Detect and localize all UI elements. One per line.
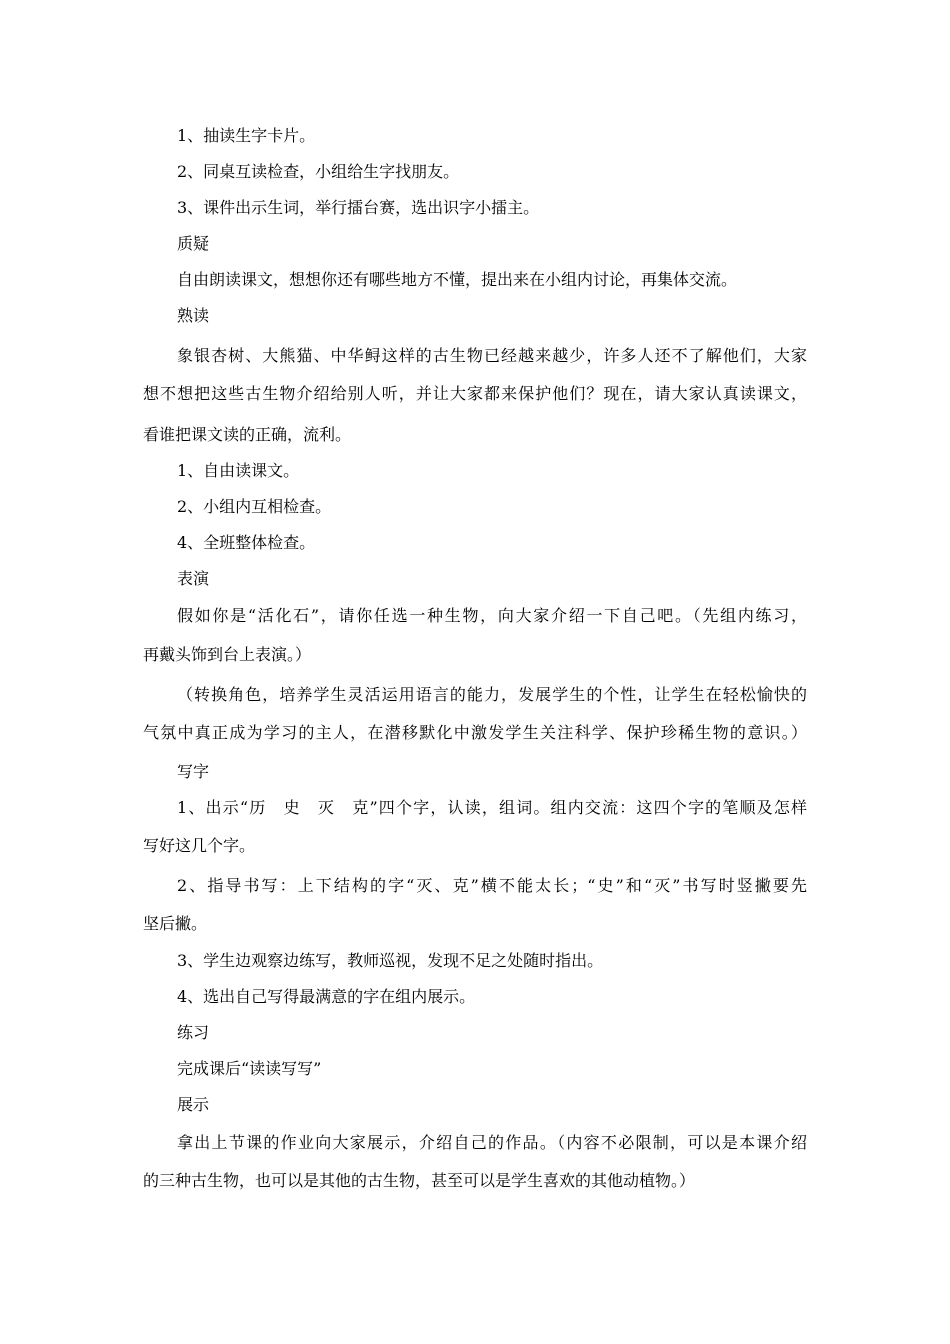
list-item: 2、小组内互相检查。: [177, 497, 332, 516]
section-heading: 写字: [177, 762, 210, 781]
paragraph-line: 完成课后“读读写写”: [177, 1059, 322, 1078]
list-item: 4、选出自己写得最满意的字在组内展示。: [177, 987, 476, 1006]
paragraph-line: 1、出示“历 史 灭 克”四个字，认读，组词。组内交流：这四个字的笔顺及怎样: [177, 798, 807, 817]
paragraph-line: 看谁把课文读的正确，流利。: [143, 425, 352, 444]
section-heading: 熟读: [177, 306, 210, 325]
list-item: 1、自由读课文。: [177, 461, 300, 480]
list-item: 3、学生边观察边练写，教师巡视，发现不足之处随时指出。: [177, 951, 604, 970]
paragraph-line: 2、指导书写：上下结构的字“灭、克”横不能太长；“史”和“灭”书写时竖撇要先: [177, 876, 807, 895]
paragraph-line: 气氛中真正成为学习的主人，在潜移默化中激发学生关注科学、保护珍稀生物的意识。）: [143, 723, 807, 742]
paragraph-line: 假如你是“活化石”，请你任选一种生物，向大家介绍一下自己吧。（先组内练习，: [177, 606, 807, 625]
list-item: 1、抽读生字卡片。: [177, 126, 316, 145]
paragraph-line: 坚后撇。: [143, 914, 208, 933]
section-heading: 表演: [177, 569, 210, 588]
paragraph-line: 想不想把这些古生物介绍给别人听，并让大家都来保护他们？现在，请大家认真读课文，: [143, 384, 807, 403]
paragraph-line: 拿出上节课的作业向大家展示，介绍自己的作品。（内容不必限制，可以是本课介绍: [177, 1133, 807, 1152]
section-heading: 展示: [177, 1095, 210, 1114]
paragraph-line: 象银杏树、大熊猫、中华鲟这样的古生物已经越来越少，许多人还不了解他们，大家: [177, 346, 807, 365]
section-heading: 练习: [177, 1023, 210, 1042]
paragraph-line: 再戴头饰到台上表演。）: [143, 645, 312, 664]
paragraph-line: 写好这几个字。: [143, 836, 256, 855]
paragraph-line: 的三种古生物，也可以是其他的古生物，甚至可以是学生喜欢的其他动植物。）: [143, 1171, 696, 1190]
list-item: 2、同桌互读检查，小组给生字找朋友。: [177, 162, 460, 181]
paragraph-line: 自由朗读课文，想想你还有哪些地方不懂，提出来在小组内讨论，再集体交流。: [177, 270, 738, 289]
paragraph-line: （转换角色，培养学生灵活运用语言的能力，发展学生的个性，让学生在轻松愉快的: [177, 685, 807, 704]
list-item: 4、全班整体检查。: [177, 533, 316, 552]
list-item: 3、课件出示生词，举行擂台赛，选出识字小擂主。: [177, 198, 540, 217]
section-heading: 质疑: [177, 234, 210, 253]
